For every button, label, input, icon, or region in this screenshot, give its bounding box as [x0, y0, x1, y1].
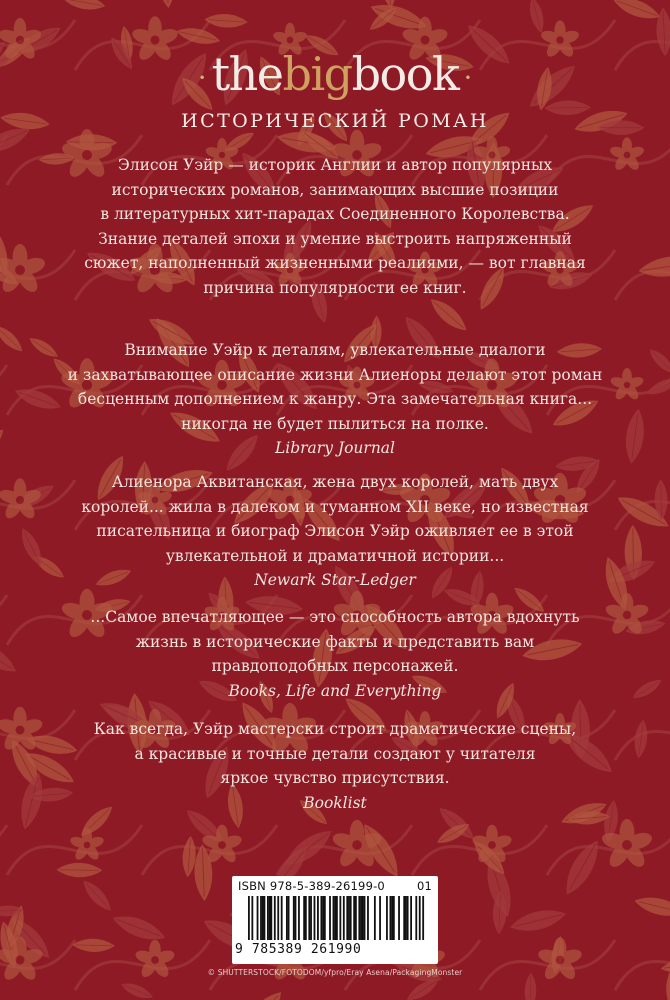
isbn-addon: 01 [416, 879, 432, 893]
review-line: ...Самое впечатляющее — это способность автора вдохнуть [90, 608, 580, 626]
review-books-life-everything [60, 605, 610, 703]
review-line: яркое чувство присутствия. [220, 769, 450, 787]
about-line: причина популярности ее книг. [203, 278, 467, 297]
review-line: бесценным дополнением к жанру. Эта замечательная книга... [77, 390, 593, 408]
review-line: Внимание Уэйр к деталям, увлекательные диалоги [124, 341, 546, 359]
logo-the: the [211, 47, 283, 101]
review-line: писательница и биограф Элисон Уэйр оживляет ее в этой [96, 522, 574, 540]
publisher-logo [0, 46, 670, 106]
about-line: в литературных хит-парадах Соединенного Королевства. [100, 205, 570, 223]
review-source: Books, Life and Everything [228, 681, 442, 700]
logo-dot-right: • [464, 71, 472, 85]
photo-credit: © SHUTTERSTOCK/FOTODOM/yfpro/Eray Asena/PackagingMonster [207, 968, 463, 977]
review-source: Booklist [303, 793, 367, 812]
review-line: увлекательной и драматичной истории... [165, 546, 505, 565]
review-library-journal [60, 338, 610, 461]
about-line: исторических романов, занимающих высшие позиции [111, 180, 559, 199]
barcode-bars [248, 896, 428, 942]
review-line: а красивые и точные детали создают у читателя [134, 744, 536, 763]
about-line: Элисон Уэйр — историк Англии и автор популярных [117, 156, 553, 174]
review-line: Алиенора Аквитанская, жена двух королей, мать двух [111, 473, 559, 491]
logo-dot-left: • [198, 71, 206, 85]
review-booklist [60, 717, 610, 815]
logo-book: book [351, 47, 459, 101]
review-line: и захватывающее описание жизни Алиеноры делают этот роман [67, 365, 603, 384]
about-line: Знание деталей эпохи и умение выстроить напряженный [98, 229, 572, 248]
review-newark-star-ledger [60, 470, 610, 593]
author-about [60, 153, 610, 300]
isbn-line [238, 879, 432, 893]
isbn-barcode [232, 876, 438, 964]
review-line: правдоподобных персонажей. [211, 657, 459, 675]
review-source: Library Journal [274, 439, 396, 457]
review-line: королей... жила в далеком и туманном XII веке, но известная [81, 497, 589, 516]
review-source: Newark Star-Ledger [254, 571, 416, 589]
about-line: сюжет, наполненный жизненными реалиями, — вот главная [84, 254, 586, 272]
series-genre: ИСТОРИЧЕСКИЙ РОМАН [181, 110, 489, 132]
review-line: жизнь в исторические факты и представить вам [135, 632, 535, 651]
review-line: Как всегда, Уэйр мастерски строит драматические сцены, [93, 720, 577, 738]
review-line: никогда не будет пылиться на полке. [181, 414, 489, 433]
barcode-digits: 9 785389 261990 [235, 942, 362, 957]
logo-big: big [282, 47, 352, 101]
isbn-number: ISBN 978-5-389-26199-0 [238, 879, 385, 893]
